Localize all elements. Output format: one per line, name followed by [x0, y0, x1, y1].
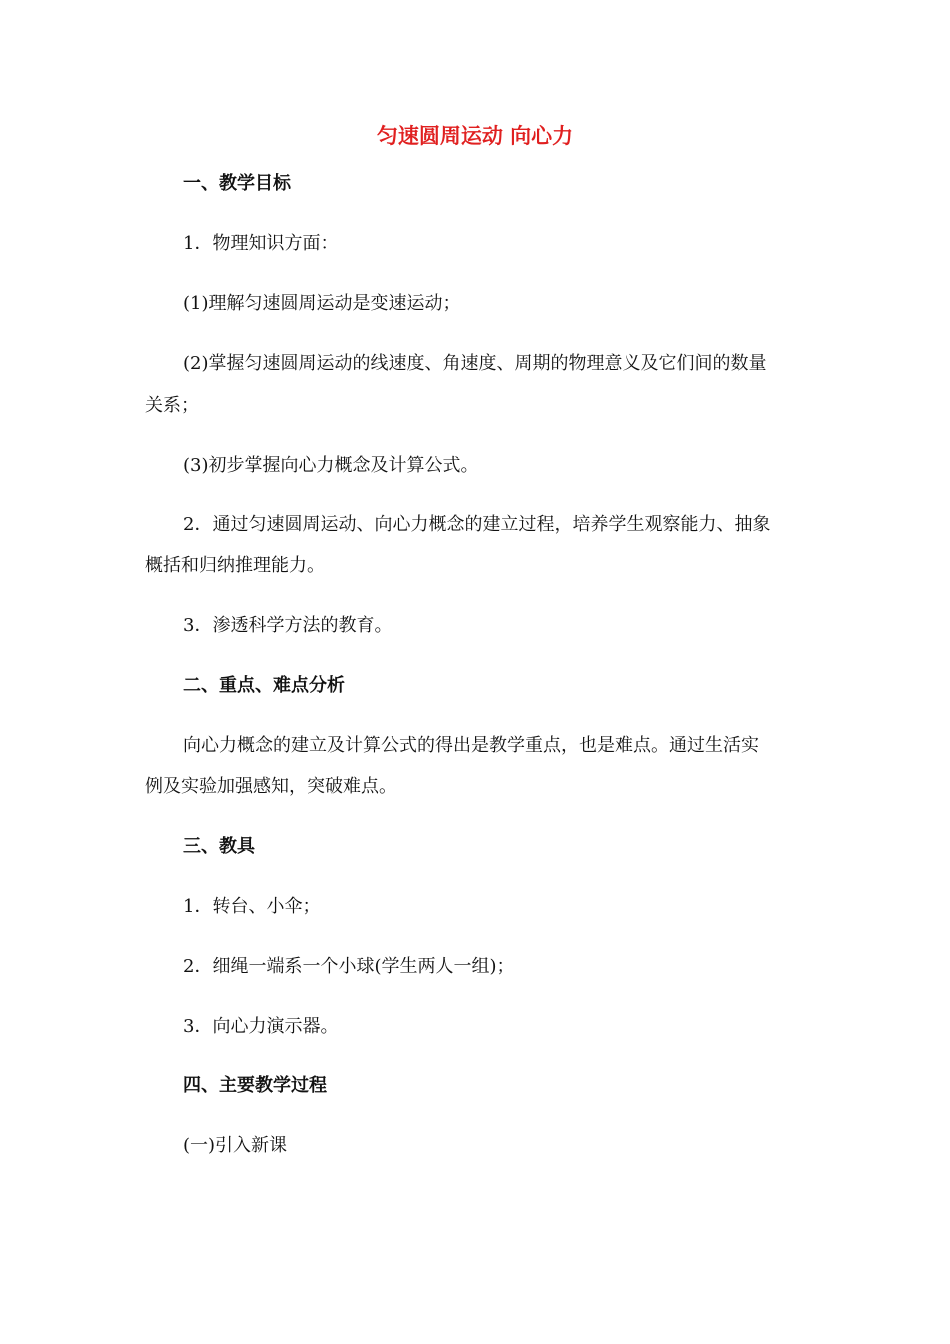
objective-item-1: 1．物理知识方面：	[183, 233, 339, 254]
document-title: 匀速圆周运动 向心力	[376, 124, 574, 148]
section-heading-teaching-aids: 三、教具	[183, 836, 255, 857]
teaching-aid-item-2: 2．细绳一端系一个小球(学生两人一组)；	[183, 956, 515, 977]
section-heading-teaching-process: 四、主要教学过程	[183, 1075, 327, 1096]
objective-item-2-line-2: 概括和归纳推理能力。	[145, 555, 325, 576]
teaching-aid-item-1: 1．转台、小伞；	[183, 896, 321, 917]
objective-sub-2-line-1: (2)掌握匀速圆周运动的线速度、角速度、周期的物理意义及它们间的数量	[183, 353, 767, 374]
key-points-paragraph-line-1: 向心力概念的建立及计算公式的得出是教学重点，也是难点。通过生活实	[183, 735, 759, 756]
objective-sub-3: (3)初步掌握向心力概念及计算公式。	[183, 455, 479, 476]
key-points-paragraph-line-2: 例及实验加强感知，突破难点。	[145, 776, 397, 797]
objective-sub-2-line-2: 关系；	[145, 395, 199, 416]
section-heading-objectives: 一、教学目标	[183, 173, 291, 194]
teaching-process-sub-1: (一)引入新课	[183, 1135, 288, 1156]
objective-item-3: 3．渗透科学方法的教育。	[183, 615, 393, 636]
teaching-aid-item-3: 3．向心力演示器。	[183, 1016, 339, 1037]
objective-sub-1: (1)理解匀速圆周运动是变速运动；	[183, 293, 461, 314]
section-heading-key-points: 二、重点、难点分析	[183, 675, 345, 696]
objective-item-2-line-1: 2．通过匀速圆周运动、向心力概念的建立过程，培养学生观察能力、抽象	[183, 514, 771, 535]
